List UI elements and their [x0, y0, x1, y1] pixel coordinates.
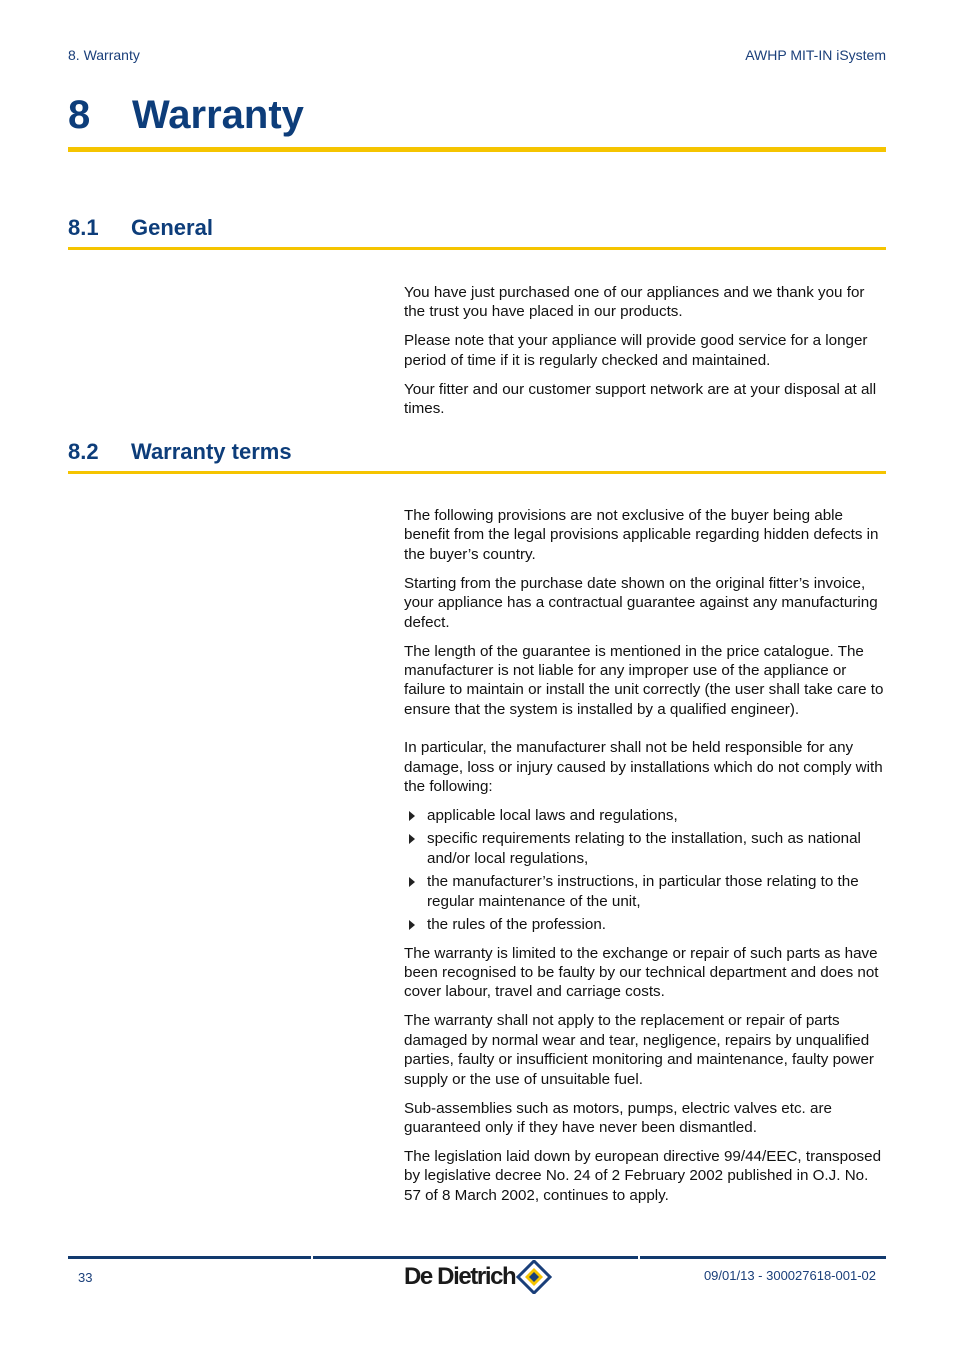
document-reference: 09/01/13 - 300027618-001-02 [703, 1268, 876, 1283]
paragraph: Your fitter and our customer support network are at your disposal at all times. [404, 380, 877, 418]
running-header-section: 8. Warranty [68, 47, 140, 63]
paragraph: In particular, the manufacturer shall not be held responsible for any damage, loss or injury caused by installations which do not comply with the following: [404, 739, 883, 796]
compliance-list [404, 806, 888, 934]
paragraph: You have just purchased one of our appliances and we thank you for the trust you have placed in our products. [404, 284, 865, 321]
list-item: the manufacturer’s instructions, in particular those relating to the regular maintenance of the unit, [404, 872, 888, 911]
section-divider [68, 471, 886, 474]
chapter-title: Warranty [132, 93, 304, 137]
paragraph: The length of the guarantee is mentioned in the price catalogue. The manufacturer is not liable for any improper use of the appliance or failure to maintain or install the unit correctly (the user shall take care to ensure that the system is installed by a qualified engineer). [404, 642, 884, 718]
paragraph: The legislation laid down by european directive 99/44/EEC, transposed by legislative decree No. 24 of 2 February 2002 published in O.J. No. 57 of 8 March 2002, continues to apply. [404, 1147, 882, 1204]
section-heading-general [68, 214, 886, 244]
running-header [68, 47, 886, 65]
section-title: General [131, 215, 213, 240]
page-number: 33 [78, 1270, 93, 1285]
list-item: specific requirements relating to the installation, such as national and/or local regulations, [404, 829, 888, 868]
section-body-warranty-terms [404, 506, 888, 1215]
section-heading-warranty-terms [68, 438, 886, 468]
paragraph: Starting from the purchase date shown on the original fitter’s invoice, your appliance has a contractual guarantee against any manufacturing defect. [404, 574, 878, 631]
bullet-triangle-icon [409, 834, 415, 844]
section-title: Warranty terms [131, 439, 292, 464]
paragraph: The warranty shall not apply to the replacement or repair of parts damaged by normal wear and tear, negligence, repairs by unqualified parties, faulty or insufficient monitoring and maintenance, faulty power supply or the use of unsuitable fuel. [404, 1012, 874, 1088]
bullet-triangle-icon [409, 811, 415, 821]
section-number: 8.1 [68, 215, 99, 240]
paragraph: The following provisions are not exclusive of the buyer being able benefit from the legal provisions applicable regarding hidden defects in the buyer’s country. [404, 507, 879, 563]
bullet-triangle-icon [409, 877, 415, 887]
diamond-logo-icon [516, 1260, 552, 1294]
bullet-triangle-icon [409, 920, 415, 930]
paragraph: The warranty is limited to the exchange or repair of such parts as have been recognised to be faulty by our technical department and does not cover labour, travel and carriage costs. [404, 944, 879, 1001]
chapter-divider [68, 147, 886, 152]
brand-wordmark: De Dietrich [404, 1263, 516, 1290]
list-item: the rules of the profession. [404, 915, 888, 934]
section-body-general [404, 283, 888, 428]
footer-divider [68, 1256, 886, 1259]
paragraph: Sub-assemblies such as motors, pumps, electric valves etc. are guaranteed only if they have never been dismantled. [404, 1099, 832, 1136]
brand-logo [404, 1260, 564, 1294]
section-number: 8.2 [68, 439, 99, 464]
paragraph: Please note that your appliance will provide good service for a longer period of time if it is regularly checked and maintained. [404, 332, 868, 369]
section-divider [68, 247, 886, 250]
running-header-product: AWHP MIT-IN iSystem [745, 47, 886, 63]
chapter-heading [68, 88, 886, 144]
list-item: applicable local laws and regulations, [404, 806, 888, 825]
chapter-number: 8 [68, 93, 91, 137]
